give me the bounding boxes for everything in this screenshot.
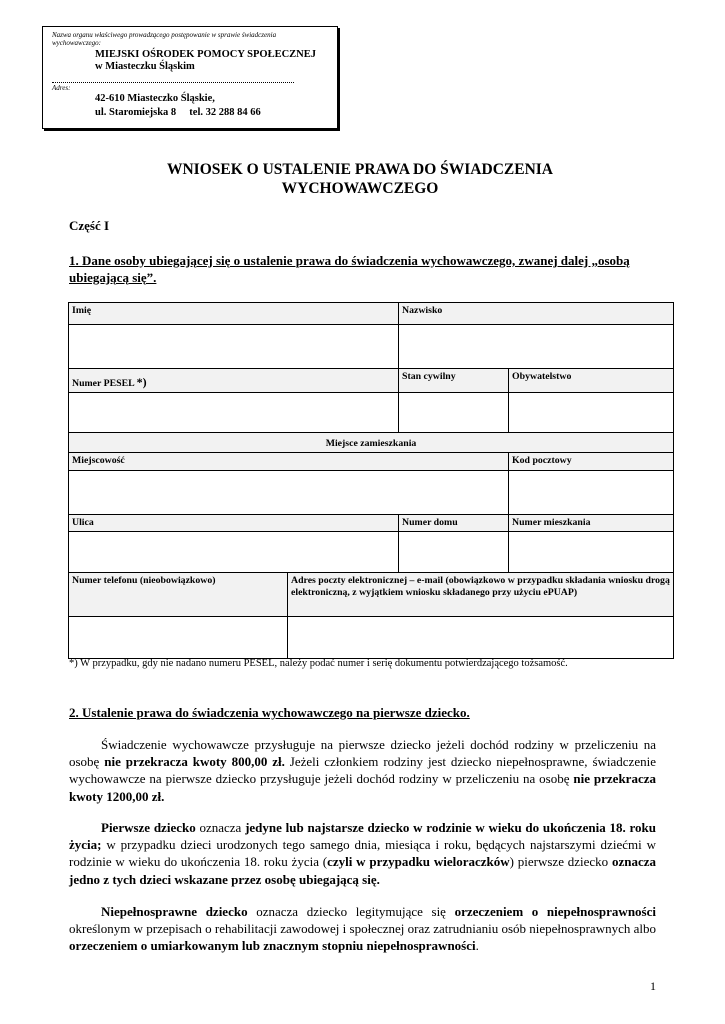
p2-bold1: Pierwsze dziecko (101, 820, 196, 835)
email-field[interactable] (288, 617, 674, 659)
p1-bold2: nie przekracza kwoty 1200,00 zł. (69, 771, 656, 804)
house-number-label: Numer domu (399, 515, 509, 532)
p1-bold1: nie przekracza kwoty 800,00 zł. (104, 754, 285, 770)
last-name-field[interactable] (399, 325, 674, 369)
organ-label: Nazwa organu właściwego prowadzącego postępowanie w sprawie świadczenia wychowawczego: (52, 31, 277, 47)
residence-header: Miejsce zamieszkania (69, 433, 674, 453)
p3-bold3: orzeczeniem o umiarkowanym lub znacznym stopniu niepełnosprawności (69, 938, 476, 954)
p3-bold2: orzeczeniem o niepełnosprawności (454, 904, 656, 919)
marital-status-field[interactable] (399, 393, 509, 433)
address-line1: 42-610 Miasteczko Śląskie, (95, 93, 215, 104)
flat-number-field[interactable] (509, 532, 674, 573)
p1-text2: Jeżeli członkiem rodziny jest dziecko niepełnosprawne, świadczenie wychowawcze na pierwsze dziecko przysługuje jeżeli dochód rodziny w przeliczeniu na osobę (69, 754, 656, 787)
paragraph-disabled-child (69, 903, 656, 955)
title-line1: WNIOSEK O USTALENIE PRAWA DO ŚWIADCZENIA (166, 161, 553, 178)
citizenship-label: Obywatelstwo (509, 369, 674, 393)
paragraph-first-child (69, 819, 656, 888)
postal-code-label: Kod pocztowy (509, 453, 674, 471)
section1-heading: 1. Dane osoby ubiegającej się o ustalenie prawa do świadczenia wychowawczego, zwanej dalej „osobą ubiegającą się”. (69, 253, 630, 285)
p2-bold2: jedyne lub najstarsze dziecko w rodzinie w wieku do ukończenia 18. roku życia; (69, 820, 656, 853)
street-label: Ulica (69, 515, 399, 532)
first-name-field[interactable] (69, 325, 399, 369)
last-name-label: Nazwisko (399, 303, 674, 325)
phone-label: Numer telefonu (nieobowiązkowo) (69, 573, 288, 617)
p3-text3: . (475, 938, 479, 954)
phone-field[interactable] (69, 617, 288, 659)
street-field[interactable] (69, 532, 399, 573)
organ-name-line1: MIEJSKI OŚRODEK POMOCY SPOŁECZNEJ (95, 49, 317, 60)
paragraph-income-threshold (69, 736, 656, 805)
house-number-field[interactable] (399, 532, 509, 573)
title-line2: WYCHOWAWCZEGO (281, 180, 439, 197)
p2-text1: oznacza (195, 820, 246, 835)
marital-status-label: Stan cywilny (399, 369, 509, 393)
document-title (60, 160, 660, 198)
organ-name-line2: w Miasteczku Śląskim (95, 61, 195, 72)
p2-bold3: czyli w przypadku wieloraczków (327, 854, 510, 870)
pesel-footnote-mark: *) (136, 375, 147, 389)
pesel-label-text: Numer PESEL (72, 378, 135, 389)
flat-number-label: Numer mieszkania (509, 515, 674, 532)
first-name-label: Imię (69, 303, 399, 325)
citizenship-field[interactable] (509, 393, 674, 433)
pesel-field[interactable] (69, 393, 399, 433)
p3-text2: określonym w przepisach o rehabilitacji zawodowej i społecznej oraz zatrudnianiu osób niepełnosprawnych albo (69, 921, 656, 937)
p1-text1: Świadczenie wychowawcze przysługuje na pierwsze dziecko jeżeli dochód rodziny w przeliczeniu na osobę (69, 737, 656, 770)
pesel-footnote: *) W przypadku, gdy nie nadano numeru PESEL, należy podać numer i serię dokumentu potwierdzającego tożsamość. (69, 658, 568, 669)
email-label: Adres poczty elektronicznej – e-mail (obowiązkowo w przypadku składania wniosku drogą elektroniczną, z wyjątkiem wniosku składanego przy użyciu ePUAP) (288, 573, 674, 617)
dotted-divider (52, 82, 294, 83)
town-label: Miejscowość (69, 453, 509, 471)
address-line2: ul. Staromiejska 8 tel. 32 288 84 66 (95, 107, 261, 118)
page-number: 1 (650, 979, 656, 993)
pesel-label (69, 369, 399, 393)
section2-heading: 2. Ustalenie prawa do świadczenia wychowawczego na pierwsze dziecko. (69, 705, 470, 720)
applicant-data-table (68, 302, 674, 659)
part-heading: Część I (69, 218, 110, 233)
organ-header-box (42, 26, 338, 129)
address-label: Adres: (52, 84, 71, 92)
postal-code-field[interactable] (509, 471, 674, 515)
p3-bold1: Niepełnosprawne dziecko (101, 904, 248, 919)
p2-text3: ) pierwsze dziecko (509, 854, 612, 870)
p2-bold4: oznacza jedno z tych dzieci wskazane przez osobę ubiegającą się. (69, 854, 657, 887)
p3-text1: oznacza dziecko legitymujące się (247, 904, 455, 919)
town-field[interactable] (69, 471, 509, 515)
p2-text2: w przypadku dzieci urodzonych tego samego dnia, miesiąca i roku, będących najstarszymi dziećmi w rodzinie w wieku do ukończenia 18. roku życia ( (69, 837, 656, 870)
